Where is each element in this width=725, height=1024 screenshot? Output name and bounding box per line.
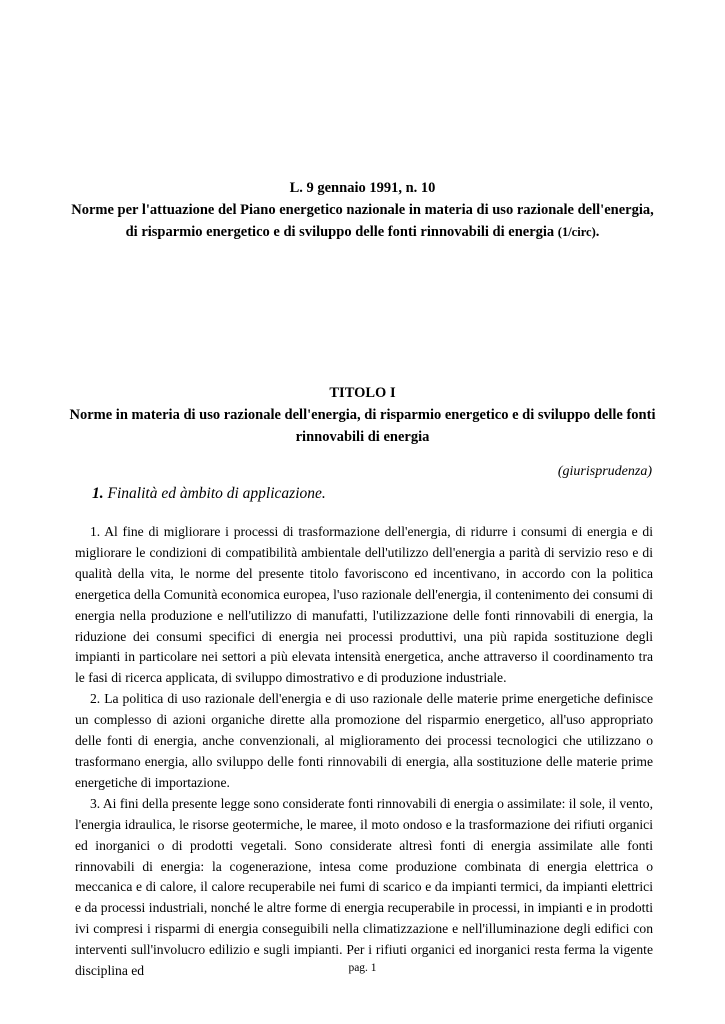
- article-heading: [92, 483, 326, 505]
- law-reference: L. 9 gennaio 1991, n. 10: [289, 180, 436, 196]
- law-title-line: [60, 221, 665, 243]
- law-title-end: .: [595, 224, 600, 240]
- circular-reference-link[interactable]: (1/circ): [557, 225, 596, 239]
- section-label: TITOLO I: [329, 385, 396, 401]
- article-number: 1.: [92, 485, 104, 502]
- paragraph: 2. La politica di uso razionale dell'energia e di uso razionale delle materie prime energetiche definisce un complesso di azioni organiche dirette alla promozione del risparmio energetico, all'uso appropriato delle fonti di energia, anche convenzionali, al miglioramento dei processi tecnologici che utilizzano o trasformano energia, allo sviluppo delle fonti rinnovabili di energia, alla sostituzione delle materie prime energetiche di importazione.: [75, 691, 653, 790]
- giurisprudenza-link[interactable]: (giurisprudenza): [557, 464, 652, 479]
- law-title-text: di risparmio energetico e di sviluppo delle fonti rinnovabili di energia: [125, 224, 555, 240]
- paragraph: 1. Al fine di migliorare i processi di trasformazione dell'energia, di ridurre i consumi di energia e di migliorare le condizioni di compatibilità ambientale dell'utilizzo dell'energia a parità di servizio reso e di qualità della vita, le norme del presente titolo favoriscono ed incentivano, in accordo con la politica energetica della Comunità economica europea, l'uso razionale dell'energia, il contenimento dei consumi di energia nella produzione e nell'utilizzo di manufatti, l'utilizzazione delle fonti rinnovabili di energia, la riduzione dei consumi specifici di energia nei processi produttivi, una più rapida sostituzione degli impianti in particolare nei settori a più elevata intensità energetica, anche attraverso il coordinamento tra le fasi di ricerca applicata, di sviluppo dimostrativo e di produzione industriale.: [75, 524, 653, 686]
- article-body: [75, 522, 653, 982]
- page-number: pag. 1: [348, 962, 377, 974]
- section-title-line: Norme in materia di uso razionale dell'energia, di risparmio energetico e di sviluppo delle fonti: [69, 407, 656, 423]
- section-title-line: rinnovabili di energia: [295, 429, 430, 445]
- law-title: [60, 177, 665, 243]
- paragraph: 3. Ai fini della presente legge sono considerate fonti rinnovabili di energia o assimilate: il sole, il vento, l'energia idraulica, le risorse geotermiche, le maree, il moto ondoso e la trasformazione dei rifiuti organici ed inorganici o di prodotti vegetali. Sono considerate altresì fonti di energia assimilate alle fonti rinnovabili di energia: la cogenerazione, intesa come produzione combinata di energia elettrica o meccanica e di calore, il calore recuperabile nei fumi di scarico e da impianti termici, da impianti elettrici e da processi industriali, nonché le altre forme di energia recuperabile in processi, in impianti e in prodotti ivi compresi i risparmi di energia conseguibili nella climatizzazione e nell'illuminazione degli edifici con interventi sull'involucro edilizio e sugli impianti. Per i rifiuti organici ed inorganici resta ferma la vigente disciplina ed: [75, 795, 653, 979]
- section-heading: [60, 382, 665, 448]
- article-title: Finalità ed àmbito di applicazione.: [107, 485, 326, 502]
- law-title-line: Norme per l'attuazione del Piano energetico nazionale in materia di uso razionale dell'energia,: [71, 202, 654, 218]
